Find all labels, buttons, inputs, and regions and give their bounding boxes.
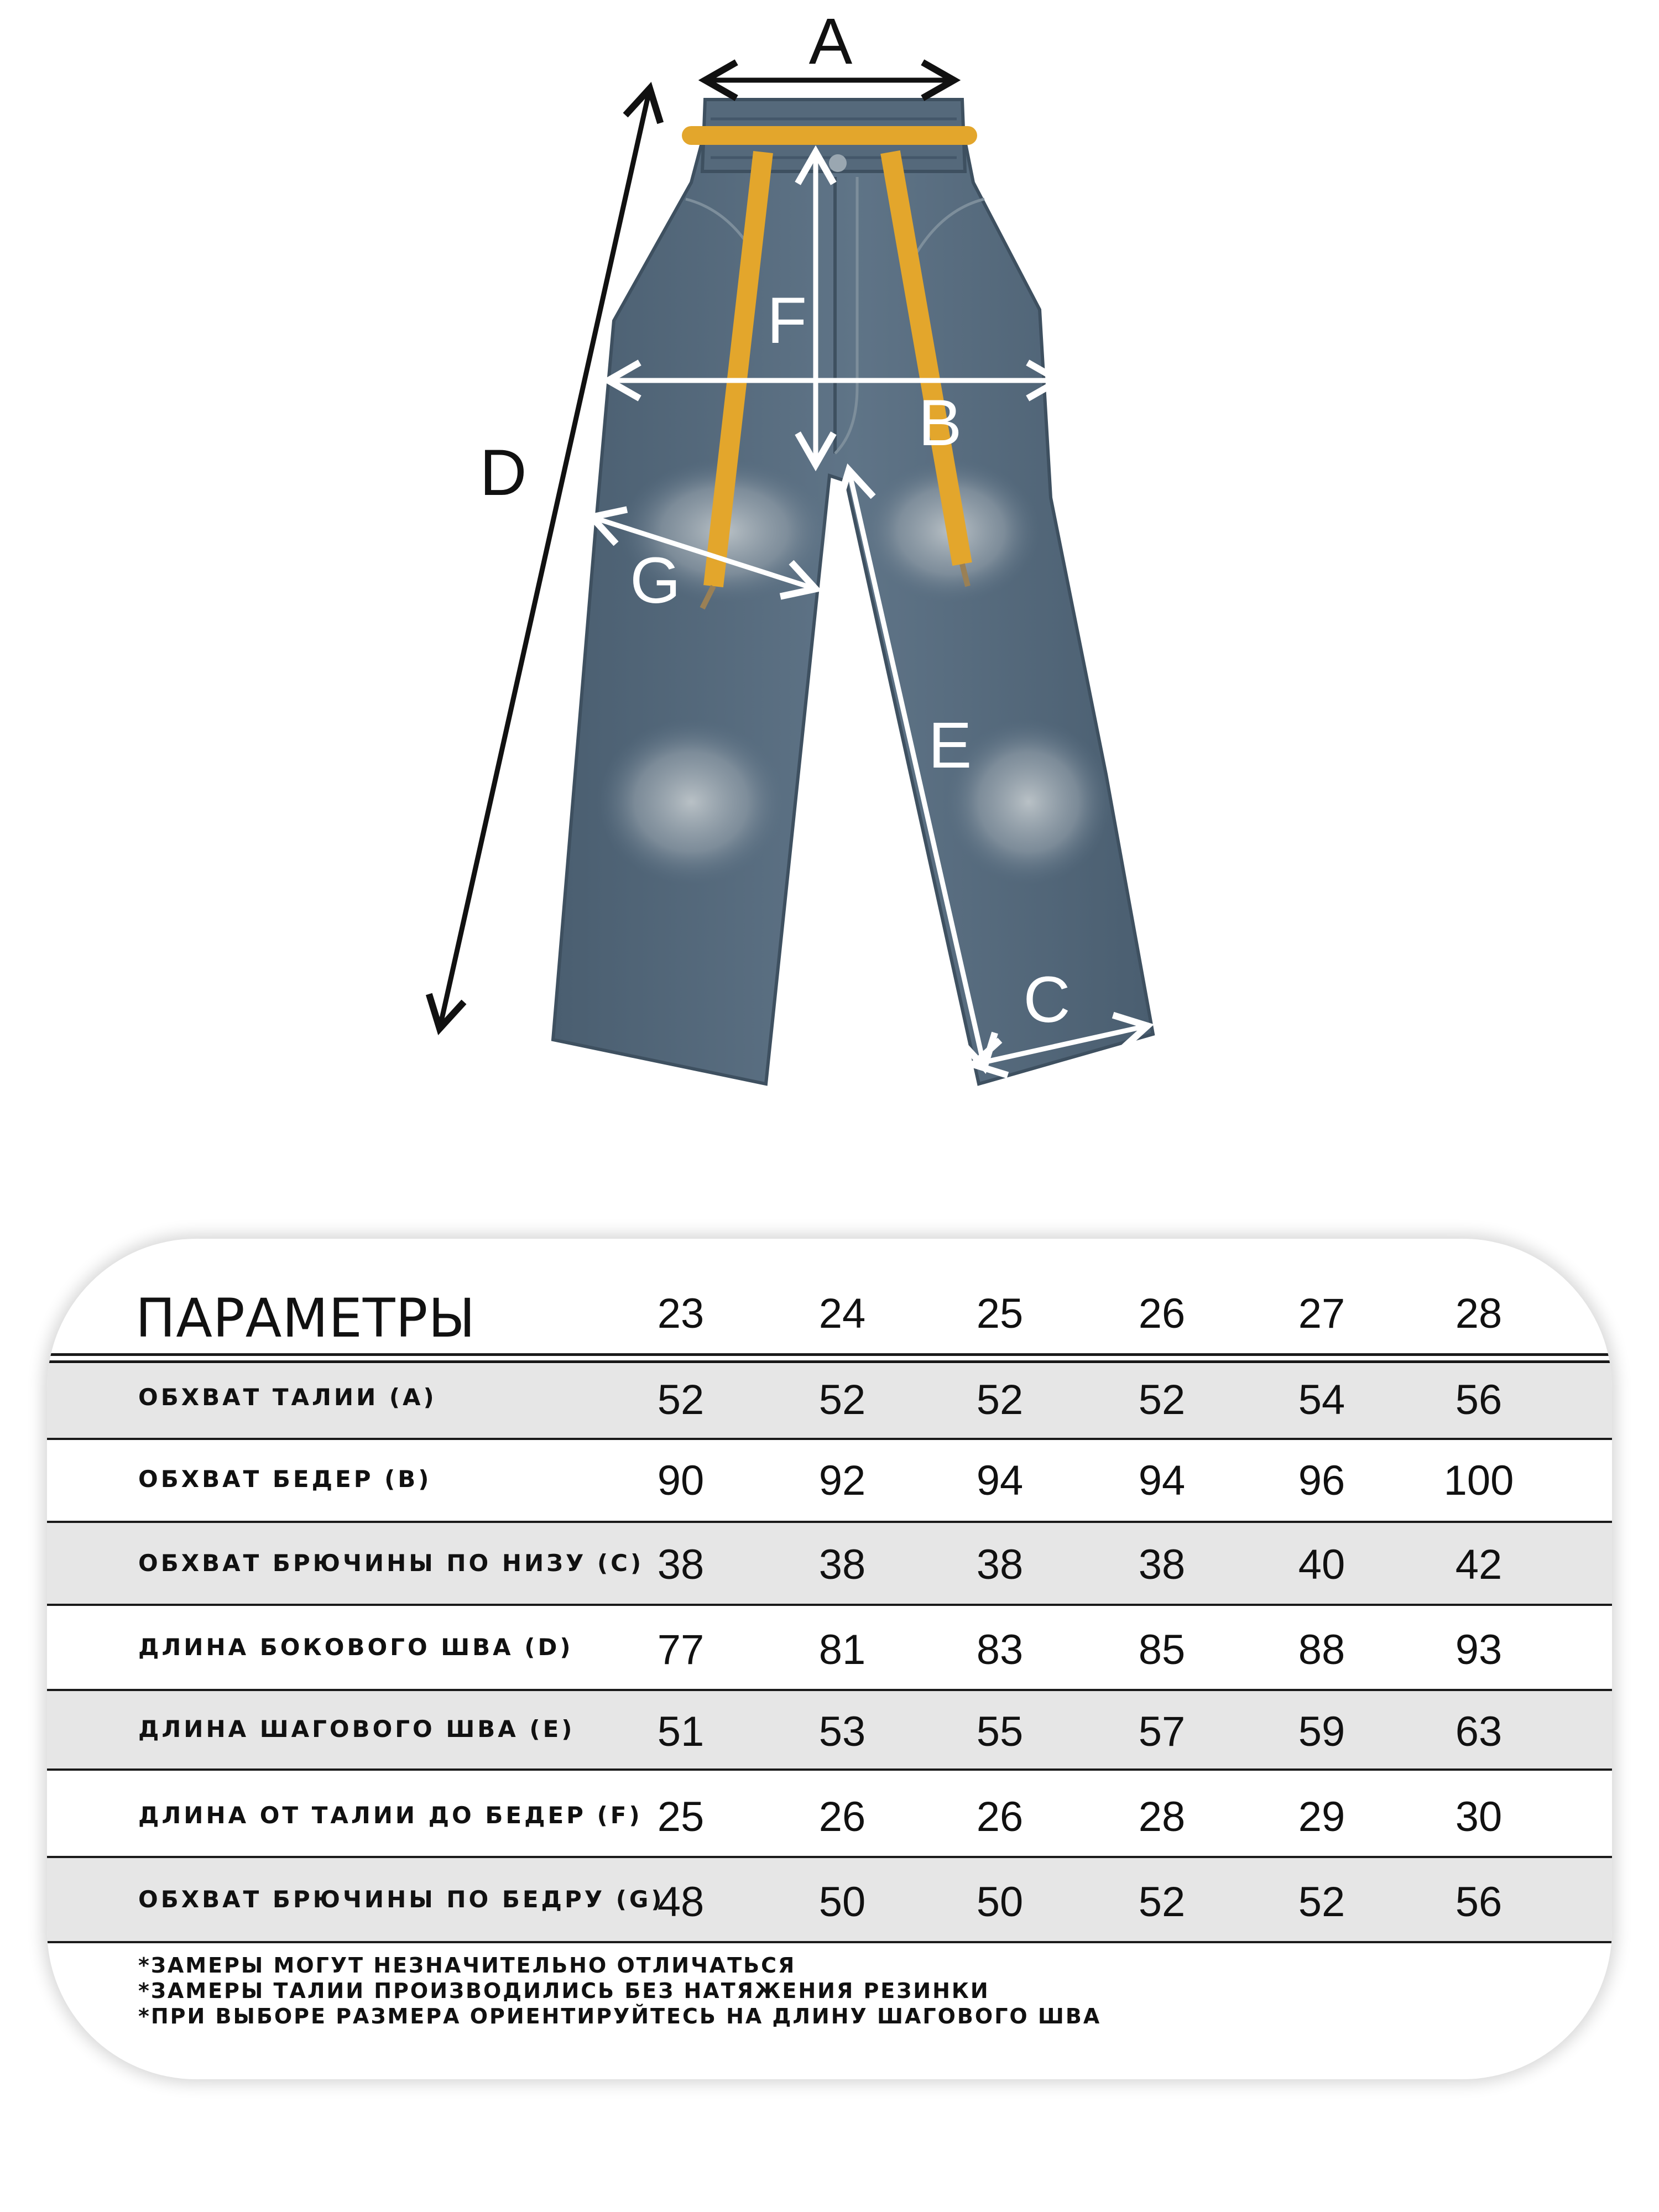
footnote: *ЗАМЕРЫ МОГУТ НЕЗНАЧИТЕЛЬНО ОТЛИЧАТЬСЯ	[138, 1953, 796, 1978]
value-cell: 54	[1298, 1376, 1345, 1423]
table-title: ПАРАМЕТРЫ	[135, 1287, 476, 1349]
param-label: ОБХВАТ БРЮЧИНЫ ПО НИЗУ (C)	[138, 1550, 644, 1577]
value-cell: 38	[1138, 1541, 1186, 1588]
value-cell: 38	[818, 1541, 866, 1588]
value-cell: 56	[1455, 1376, 1503, 1423]
value-cell: 52	[1138, 1879, 1186, 1926]
value-cell: 30	[1455, 1793, 1503, 1840]
value-cell: 93	[1455, 1626, 1503, 1673]
value-cell: 25	[657, 1793, 705, 1840]
size-25: 25	[976, 1290, 1024, 1337]
value-cell: 38	[976, 1541, 1024, 1588]
value-cell: 94	[1138, 1457, 1186, 1504]
value-cell: 88	[1298, 1626, 1345, 1673]
value-cell: 57	[1138, 1708, 1186, 1755]
value-cell: 83	[976, 1626, 1024, 1673]
param-label: ОБХВАТ БЕДЕР (B)	[138, 1465, 432, 1493]
param-label: ДЛИНА ШАГОВОГО ШВА (E)	[138, 1715, 575, 1743]
size-28: 28	[1455, 1290, 1503, 1337]
value-cell: 85	[1138, 1626, 1186, 1673]
row-divider	[47, 1521, 1612, 1523]
value-cell: 52	[657, 1376, 705, 1423]
label-d: D	[479, 436, 527, 509]
value-cell: 26	[976, 1793, 1024, 1840]
value-cell: 51	[657, 1708, 705, 1755]
value-cell: 53	[818, 1708, 866, 1755]
value-cell: 56	[1455, 1879, 1503, 1926]
header-divider-1	[47, 1353, 1612, 1356]
header-divider-2	[47, 1360, 1612, 1363]
size-27: 27	[1298, 1290, 1345, 1337]
value-cell: 52	[1298, 1879, 1345, 1926]
value-cell: 50	[818, 1879, 866, 1926]
value-cell: 96	[1298, 1457, 1345, 1504]
value-cell: 52	[818, 1376, 866, 1423]
value-cell: 50	[976, 1879, 1024, 1926]
value-cell: 48	[657, 1879, 705, 1926]
row-divider	[47, 1604, 1612, 1606]
value-cell: 92	[818, 1457, 866, 1504]
value-cell: 38	[657, 1541, 705, 1588]
label-c: C	[1023, 963, 1071, 1036]
size-table-card	[47, 1239, 1612, 2079]
value-cell: 63	[1455, 1708, 1503, 1755]
value-cell: 29	[1298, 1793, 1345, 1840]
size-26: 26	[1138, 1290, 1186, 1337]
value-cell: 100	[1443, 1457, 1514, 1504]
param-label: ДЛИНА БОКОВОГО ШВА (D)	[138, 1634, 573, 1661]
label-b: B	[918, 387, 962, 460]
label-e: E	[928, 709, 972, 782]
footnote: *ПРИ ВЫБОРЕ РАЗМЕРА ОРИЕНТИРУЙТЕСЬ НА ДЛИНУ ШАГОВОГО ШВА	[138, 2004, 1102, 2028]
value-cell: 55	[976, 1708, 1024, 1755]
value-cell: 28	[1138, 1793, 1186, 1840]
row-divider	[47, 1768, 1612, 1771]
row-divider	[47, 1856, 1612, 1858]
label-a: A	[808, 5, 853, 78]
value-cell: 26	[818, 1793, 866, 1840]
value-cell: 90	[657, 1457, 705, 1504]
row-divider	[47, 1689, 1612, 1691]
value-cell: 59	[1298, 1708, 1345, 1755]
label-f: F	[766, 284, 807, 357]
value-cell: 52	[976, 1376, 1024, 1423]
row-divider	[47, 1438, 1612, 1440]
row-divider	[47, 1941, 1612, 1943]
param-label: ОБХВАТ БРЮЧИНЫ ПО БЕДРУ (G)	[138, 1886, 665, 1913]
value-cell: 42	[1455, 1541, 1503, 1588]
value-cell: 77	[657, 1626, 705, 1673]
size-24: 24	[818, 1290, 866, 1337]
value-cell: 94	[976, 1457, 1024, 1504]
size-23: 23	[657, 1290, 705, 1337]
value-cell: 81	[818, 1626, 866, 1673]
value-cell: 52	[1138, 1376, 1186, 1423]
label-g: G	[630, 544, 681, 617]
param-label: ДЛИНА ОТ ТАЛИИ ДО БЕДЕР (F)	[138, 1802, 643, 1829]
param-label: ОБХВАТ ТАЛИИ (A)	[138, 1384, 437, 1411]
footnote: *ЗАМЕРЫ ТАЛИИ ПРОИЗВОДИЛИСЬ БЕЗ НАТЯЖЕНИЯ РЕЗИНКИ	[138, 1979, 990, 2003]
value-cell: 40	[1298, 1541, 1345, 1588]
